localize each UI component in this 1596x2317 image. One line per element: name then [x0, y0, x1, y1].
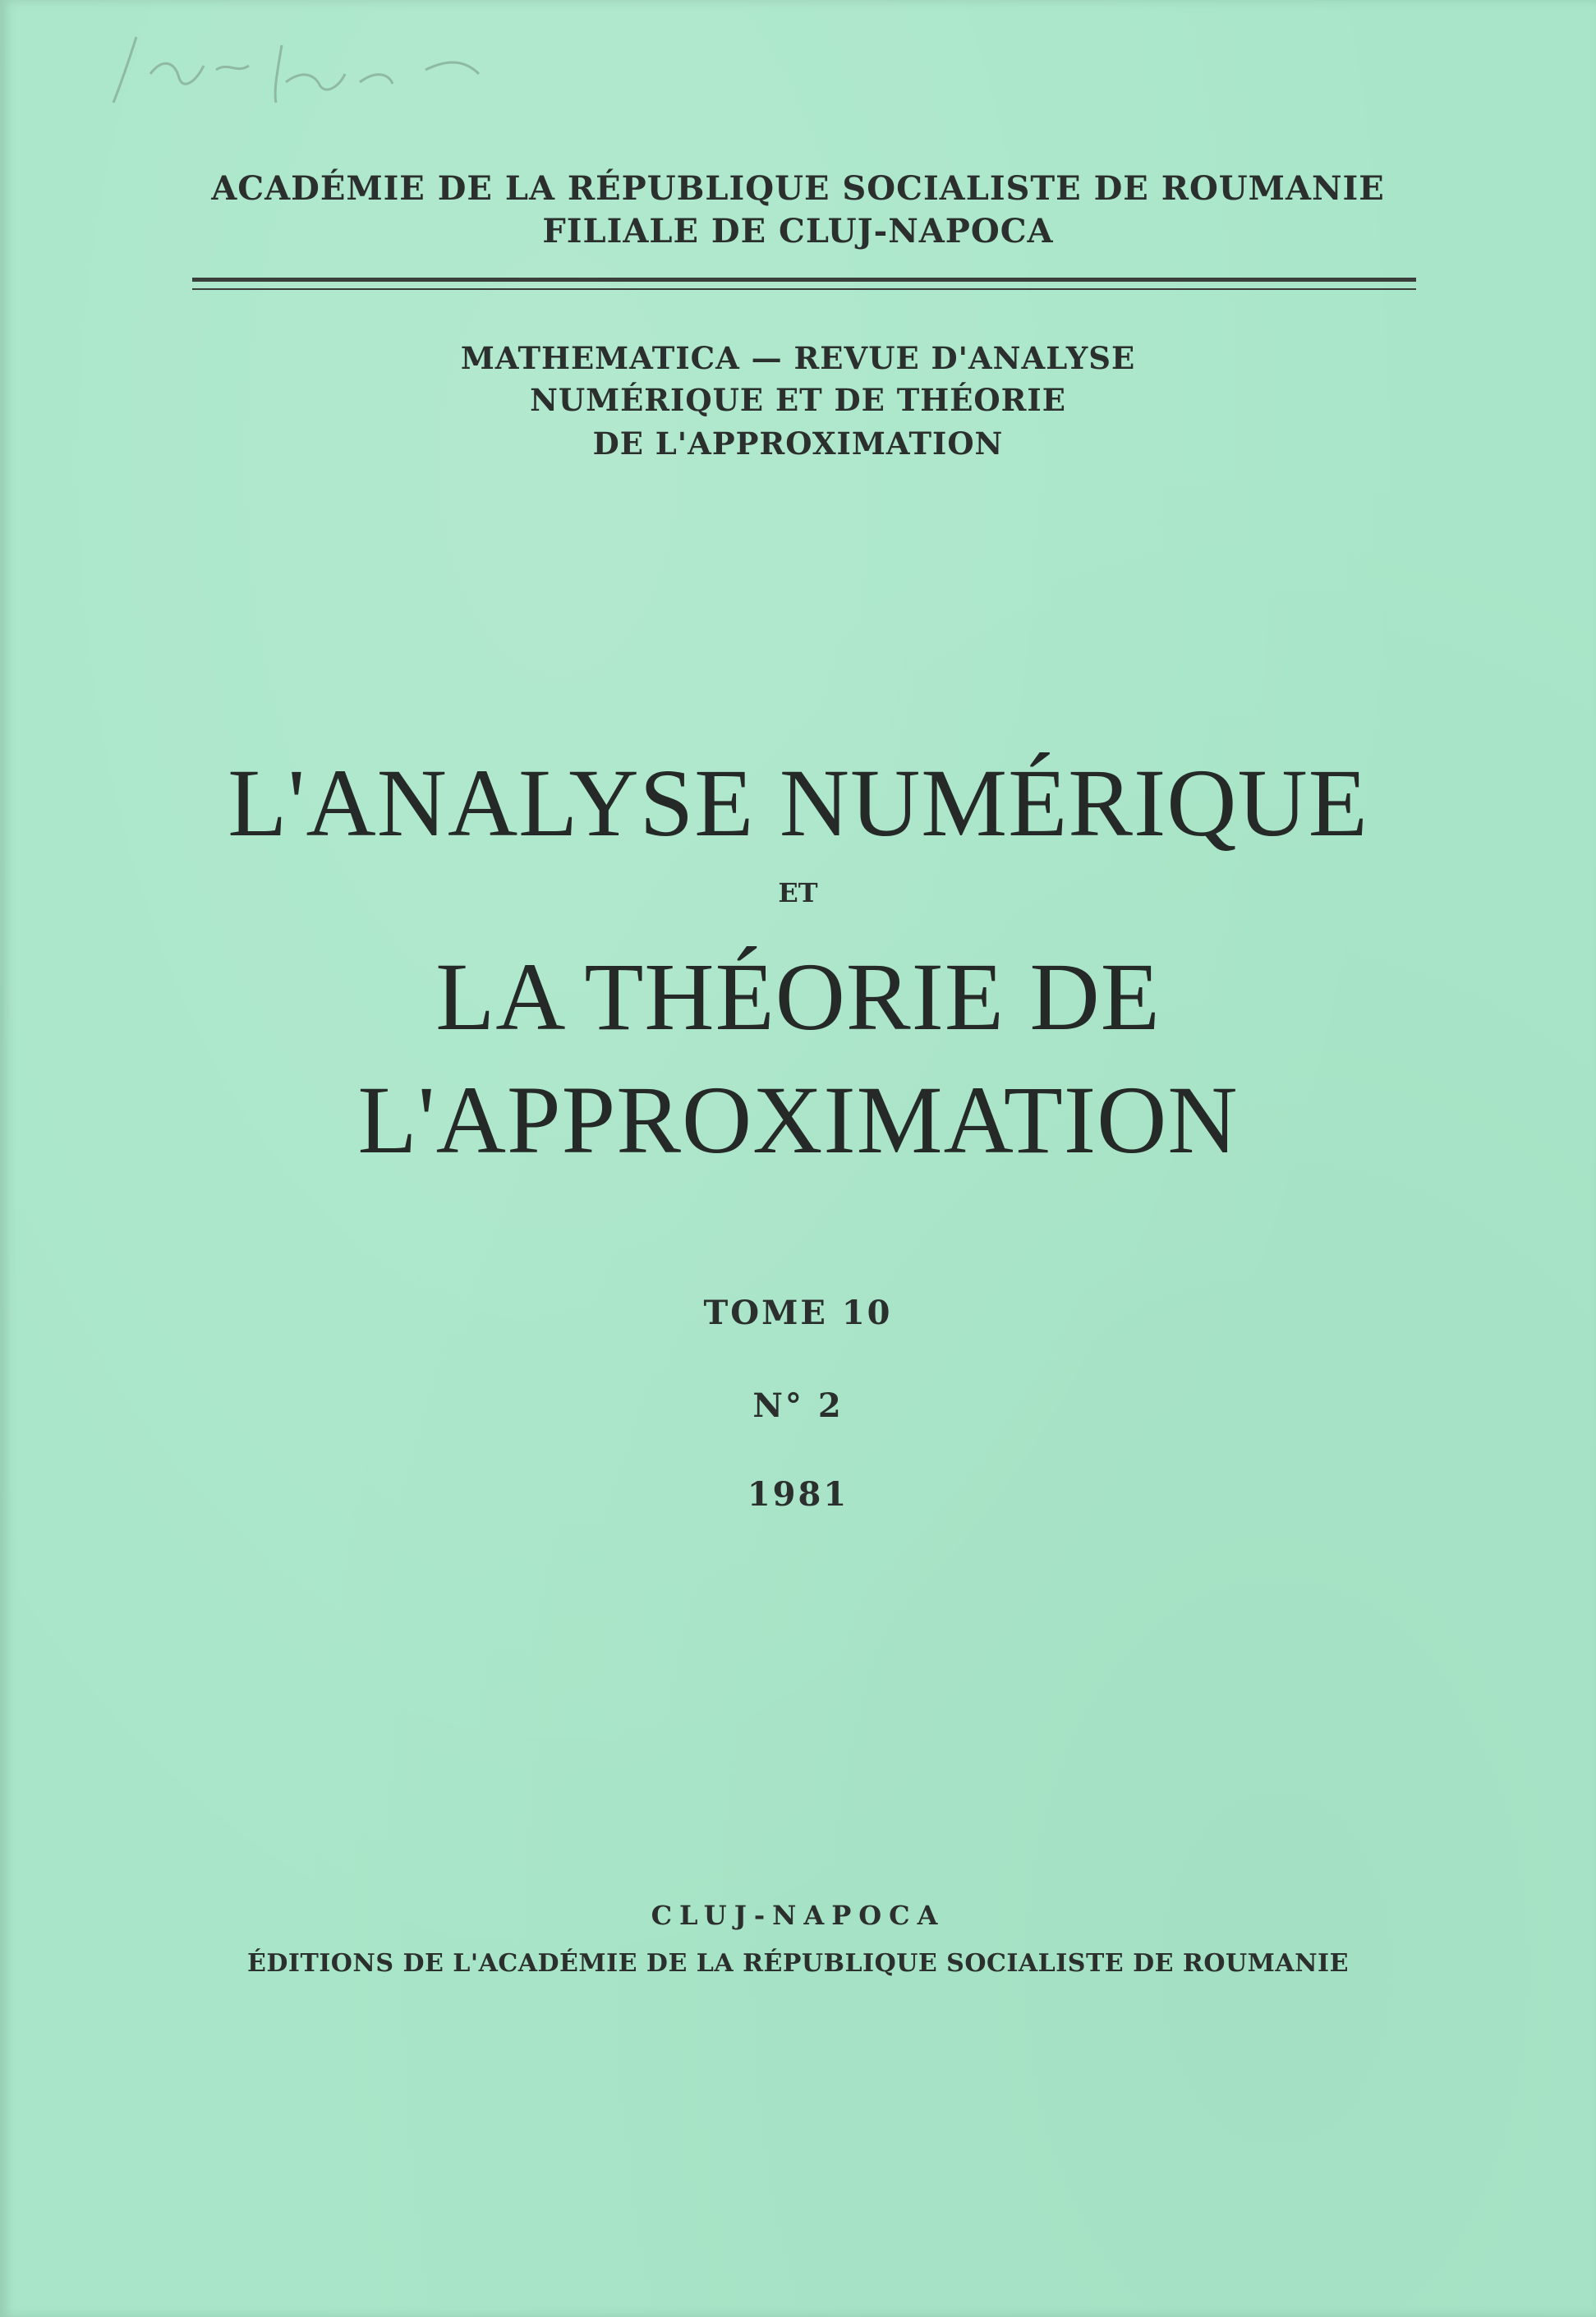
series-line-2: NUMÉRIQUE ET DE THÉORIE: [530, 382, 1066, 418]
academy-name: ACADÉMIE DE LA RÉPUBLIQUE SOCIALISTE DE ROUMANIE: [211, 169, 1385, 208]
title-line-3: L'APPROXIMATION: [357, 1066, 1239, 1174]
series-line-1: MATHEMATICA — REVUE D'ANALYSE: [460, 340, 1136, 376]
header-rule-top: [192, 278, 1416, 282]
tome-label: TOME 10: [703, 1294, 893, 1332]
handwritten-annotation: [105, 25, 491, 115]
title-line-2: LA THÉORIE DE: [435, 943, 1161, 1050]
publisher-city: CLUJ-NAPOCA: [651, 1900, 945, 1931]
publication-year: 1981: [747, 1475, 849, 1514]
series-line-3: DE L'APPROXIMATION: [592, 425, 1004, 462]
title-line-1: L'ANALYSE NUMÉRIQUE: [228, 749, 1368, 857]
title-conjunction: ET: [778, 877, 818, 908]
header-rule-bottom: [192, 288, 1416, 290]
issue-number: N° 2: [752, 1386, 844, 1425]
publisher-name: ÉDITIONS DE L'ACADÉMIE DE LA RÉPUBLIQUE SOCIALISTE DE ROUMANIE: [247, 1949, 1349, 1978]
branch-name: FILIALE DE CLUJ-NAPOCA: [542, 212, 1054, 251]
